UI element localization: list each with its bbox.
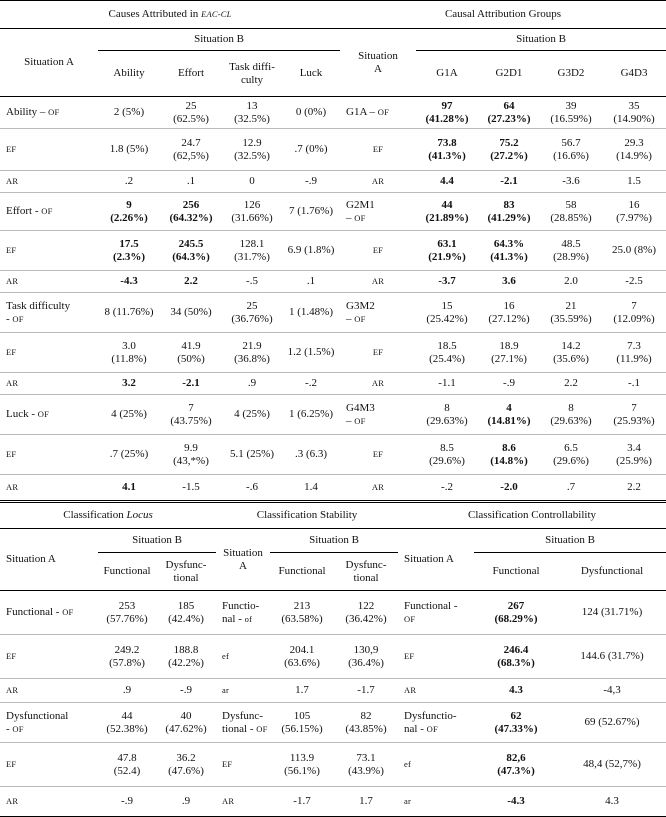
data-cell: 7 (1.76%) [289,205,334,217]
data-cell: -2.5 [625,275,643,287]
table-row [340,333,666,373]
data-cell: 2.0 [564,275,578,287]
column-header: Ability [113,67,145,79]
data-cell: 124 (31.71%) [581,606,643,618]
data-cell: 73.8 (41.3%) [428,136,466,162]
data-cell: 126 (31.66%) [231,198,273,224]
data-cell: 9 (2.26%) [110,198,148,224]
situation-a-header: Situation A [398,529,474,591]
situation-b-header: Situation B [474,529,666,553]
table-row [340,293,666,333]
row-label: Effort - OF [6,205,53,217]
data-cell: 0 [249,175,255,187]
data-cell: -2.1 [182,377,200,389]
column-header: G4D3 [620,67,648,79]
data-cell: 105 (56.15%) [281,709,323,735]
classification-stability-title: Classification Stability [216,503,398,529]
data-cell: 1.4 [304,481,318,493]
data-cell: -.9 [503,377,515,389]
column-header: Dysfunc- tional [165,558,207,584]
data-cell: 25.0 (8%) [612,244,656,256]
table-row [0,373,340,395]
data-cell: 58 (28.85%) [550,198,592,224]
table-row [0,787,666,817]
data-cell: 253 (57.76%) [106,599,148,625]
data-cell: 21 (35.59%) [550,299,592,325]
row-label: G2M1 – OF [346,198,375,224]
column-header: Luck [299,67,323,79]
data-cell: -2.1 [500,175,518,187]
data-cell: 4 (25%) [111,408,147,420]
row-label: EF [404,651,415,661]
data-cell: 97 (41.28%) [425,99,469,125]
data-cell: 7 (25.93%) [613,401,655,427]
data-cell: 1.2 (1.5%) [287,346,335,358]
row-label: AR [222,796,235,806]
row-label: EF [372,245,384,255]
table-row [0,129,340,171]
data-cell: 36.2 (47.6%) [168,751,204,777]
data-cell: 48.5 (28.9%) [553,237,589,263]
data-cell: 188.8 (42.2%) [168,643,204,669]
situation-b-header: Situation B [98,29,340,51]
data-cell: 249.2 (57.8%) [109,643,145,669]
data-cell: 44 (52.38%) [106,709,148,735]
data-cell: 1 (6.25%) [289,408,334,420]
classification-table [0,502,666,817]
data-cell: 267 (68.29%) [494,599,538,625]
data-cell: 4.1 [122,481,136,493]
data-cell: -1.7 [293,795,311,807]
data-cell: 63.1 (21.9%) [428,237,466,263]
situation-a-header: Situation A [216,529,270,591]
column-header: Functional [492,565,540,577]
data-cell: 8 (11.76%) [104,306,154,318]
data-cell: 29.3 (14.9%) [616,136,652,162]
data-cell: -.9 [121,795,133,807]
data-cell: .2 [124,175,134,187]
row-label: ef [404,759,412,769]
situation-b-header: Situation B [270,529,398,553]
data-cell: 3.4 (25.9%) [616,441,652,467]
situation-b-header: Situation B [98,529,216,553]
table-row [340,97,666,129]
causes-attributed-title: Causes Attributed in EAC-CL [0,1,340,29]
data-cell: 2 (5%) [113,106,145,118]
table-row [0,193,340,231]
data-cell: 4 (25%) [234,408,270,420]
table-row [340,475,666,501]
data-cell: 56.7 (16.6%) [553,136,589,162]
data-cell: 2.2 [564,377,578,389]
row-label: EF [372,347,384,357]
row-label: EF [6,449,17,459]
data-cell: 4.3 [605,795,619,807]
row-label: EF [222,759,233,769]
table-row [340,435,666,475]
row-label: Functional - OF [6,606,74,618]
row-label: ef [222,651,230,661]
row-label: Dysfunctional - OF [6,709,69,735]
row-label: AR [6,378,19,388]
row-label: Luck - OF [6,408,50,420]
data-cell: .3 (6.3) [294,448,328,460]
table-row [0,231,340,271]
data-cell: -1.7 [357,684,375,696]
data-cell: 122 (36.42%) [345,599,387,625]
table-row [340,231,666,271]
data-cell: 130,9 (36.4%) [348,643,384,669]
table-row [0,591,666,635]
data-cell: 15 (25.42%) [426,299,468,325]
data-cell: 82,6 (47.3%) [497,751,535,777]
data-cell: -.9 [180,684,192,696]
data-cell: 213 (63.58%) [281,599,323,625]
data-cell: 8 (29.63%) [426,401,468,427]
row-label: EF [372,449,384,459]
row-label: ar [222,685,230,695]
data-cell: 2.2 [184,275,198,287]
row-label: Ability – OF [6,106,60,118]
data-cell: 6.9 (1.8%) [287,244,335,256]
classification-locus-title: Classification Locus [0,503,216,529]
data-cell: 73.1 (43.9%) [348,751,384,777]
data-cell: 82 (43.85%) [345,709,387,735]
data-cell: 204.1 (63.6%) [284,643,320,669]
data-cell: 8 (29.63%) [550,401,592,427]
data-cell: 39 (16.59%) [550,99,592,125]
table-row [340,129,666,171]
data-cell: -1.5 [182,481,200,493]
data-cell: 25 (62.5%) [173,99,209,125]
data-cell: -4.3 [507,795,525,807]
data-cell: -.2 [441,481,453,493]
causes-attributed-table [0,0,340,501]
data-cell: 21.9 (36.8%) [234,339,270,365]
data-cell: -2.0 [500,481,518,493]
row-label: G3M2 – OF [346,299,375,325]
row-label: EF [6,144,17,154]
row-label: Functio- nal - of [222,599,260,625]
data-cell: 25 (36.76%) [231,299,273,325]
data-cell: -4.3 [120,275,138,287]
data-cell: 18.9 (27.1%) [491,339,527,365]
data-cell: 5.1 (25%) [230,448,274,460]
table-row [0,97,340,129]
data-cell: 83 (41.29%) [487,198,531,224]
classification-controllability-title: Classification Controllability [398,503,666,529]
data-cell: 34 (50%) [170,306,212,318]
data-cell: -.9 [305,175,317,187]
column-header: Functional [103,565,151,577]
data-cell: 16 (7.97%) [616,198,652,224]
data-cell: 3.6 [502,275,516,287]
data-cell: -.2 [305,377,317,389]
data-cell: 1.7 [295,684,309,696]
data-cell: 64.3% (41.3%) [490,237,528,263]
data-cell: 64 (27.23%) [487,99,531,125]
column-header: G1A [436,67,458,79]
causal-attribution-groups-table [340,0,666,501]
data-cell: 1 (1.48%) [289,306,334,318]
situation-a-header: Situation A [0,29,98,97]
data-cell: 14.2 (35.6%) [553,339,589,365]
data-cell: .1 [186,175,196,187]
data-cell: 7.3 (11.9%) [616,339,652,365]
data-cell: 3.2 [122,377,136,389]
situation-b-header: Situation B [416,29,666,51]
table-row [0,743,666,787]
data-cell: 4.3 [509,684,523,696]
data-cell: 9.9 (43,*%) [173,441,209,467]
data-cell: 0 (0%) [295,106,327,118]
data-cell: 7 (43.75%) [170,401,212,427]
causal-attribution-title: Causal Attribution Groups [340,1,666,29]
data-cell: -1.1 [438,377,456,389]
table-row [0,635,666,679]
table-row [340,395,666,435]
row-label: Dysfunctio- nal - OF [404,709,457,735]
data-cell: 24.7 (62,5%) [173,136,209,162]
data-cell: 41.9 (50%) [177,339,205,365]
data-cell: 12.9 (32.5%) [234,136,270,162]
column-header: Task diffi- culty [229,60,275,86]
row-label: AR [371,482,385,492]
row-label: Dysfunc- tional - OF [222,709,268,735]
data-cell: 8.6 (14.8%) [490,441,528,467]
table-row [0,171,340,193]
data-cell: 256 (64.32%) [169,198,213,224]
data-cell: -.6 [246,481,258,493]
row-label: G1A – OF [346,106,390,118]
row-label: EF [6,347,17,357]
table-row [0,395,340,435]
row-label: AR [6,685,19,695]
column-header: Effort [177,67,205,79]
row-label: AR [6,796,19,806]
data-cell: .9 [181,795,191,807]
column-header: G2D1 [495,67,523,79]
data-cell: 8.5 (29.6%) [429,441,465,467]
data-cell: .9 [247,377,257,389]
row-label: EF [6,245,17,255]
data-cell: 246.4 (68.3%) [497,643,535,669]
data-cell: 17.5 (2.3%) [112,237,146,263]
table-row [0,293,340,333]
row-label: AR [371,276,385,286]
data-cell: 40 (47.62%) [165,709,207,735]
row-label: AR [371,176,385,186]
data-cell: 144.6 (31.7%) [580,650,644,662]
data-cell: .7 (25%) [109,448,149,460]
column-header: G3D2 [557,67,585,79]
data-cell: -.5 [246,275,258,287]
data-cell: 62 (47.33%) [494,709,538,735]
column-header: Functional [278,565,326,577]
row-label: EF [6,651,17,661]
row-label: Functional - OF [404,599,458,624]
data-cell: 128.1 (31.7%) [234,237,270,263]
table-row [0,333,340,373]
data-cell: 16 (27.12%) [488,299,530,325]
data-cell: 245.5 (64.3%) [172,237,210,263]
row-label: AR [404,685,417,695]
data-cell: -4,3 [603,684,621,696]
data-cell: 6.5 (29.6%) [553,441,589,467]
row-label: G4M3 – OF [346,401,375,427]
row-label: AR [6,276,19,286]
table-row [0,475,340,501]
column-header: Dysfunctional [580,565,644,577]
data-cell: 18.5 (25.4%) [429,339,465,365]
data-cell: 4 (14.81%) [487,401,531,427]
data-cell: .1 [306,275,316,287]
data-cell: 4.4 [440,175,454,187]
data-cell: 2.2 [627,481,641,493]
data-cell: -3.6 [562,175,580,187]
data-cell: .7 (0%) [294,143,328,155]
row-label: AR [6,482,19,492]
data-cell: 1.5 [627,175,641,187]
table-row [0,679,666,703]
data-cell: 1.7 [359,795,373,807]
data-cell: 7 (12.09%) [613,299,655,325]
data-cell: 48,4 (52,7%) [583,758,641,770]
data-cell: .9 [122,684,132,696]
situation-a-header: Situation A [340,29,416,97]
table-row [340,193,666,231]
data-cell: 69 (52.67%) [584,716,640,728]
situation-a-header: Situation A [0,529,98,591]
table-row [0,435,340,475]
data-cell: 185 (42.4%) [168,599,204,625]
row-label: AR [6,176,19,186]
row-label: EF [6,759,17,769]
table-row [340,171,666,193]
data-cell: -3.7 [438,275,456,287]
data-cell: 113.9 (56.1%) [284,751,320,777]
table-row [340,373,666,395]
table-row [0,271,340,293]
table-row [340,271,666,293]
table-row [0,703,666,743]
row-label: EF [372,144,384,154]
data-cell: 75.2 (27.2%) [490,136,528,162]
data-cell: 44 (21.89%) [425,198,469,224]
column-header: Dysfunc- tional [345,558,387,584]
data-cell: 47.8 (52.4) [113,751,141,777]
data-cell: -.1 [628,377,640,389]
data-cell: 35 (14.90%) [613,99,655,125]
data-cell: .7 [566,481,576,493]
data-cell: 13 (32.5%) [234,99,270,125]
row-label: ar [404,796,412,806]
row-label: Task difficulty - OF [6,299,71,325]
row-label: AR [371,378,385,388]
data-cell: 3.0 (11.8%) [111,339,147,365]
data-cell: 1.8 (5%) [109,143,149,155]
